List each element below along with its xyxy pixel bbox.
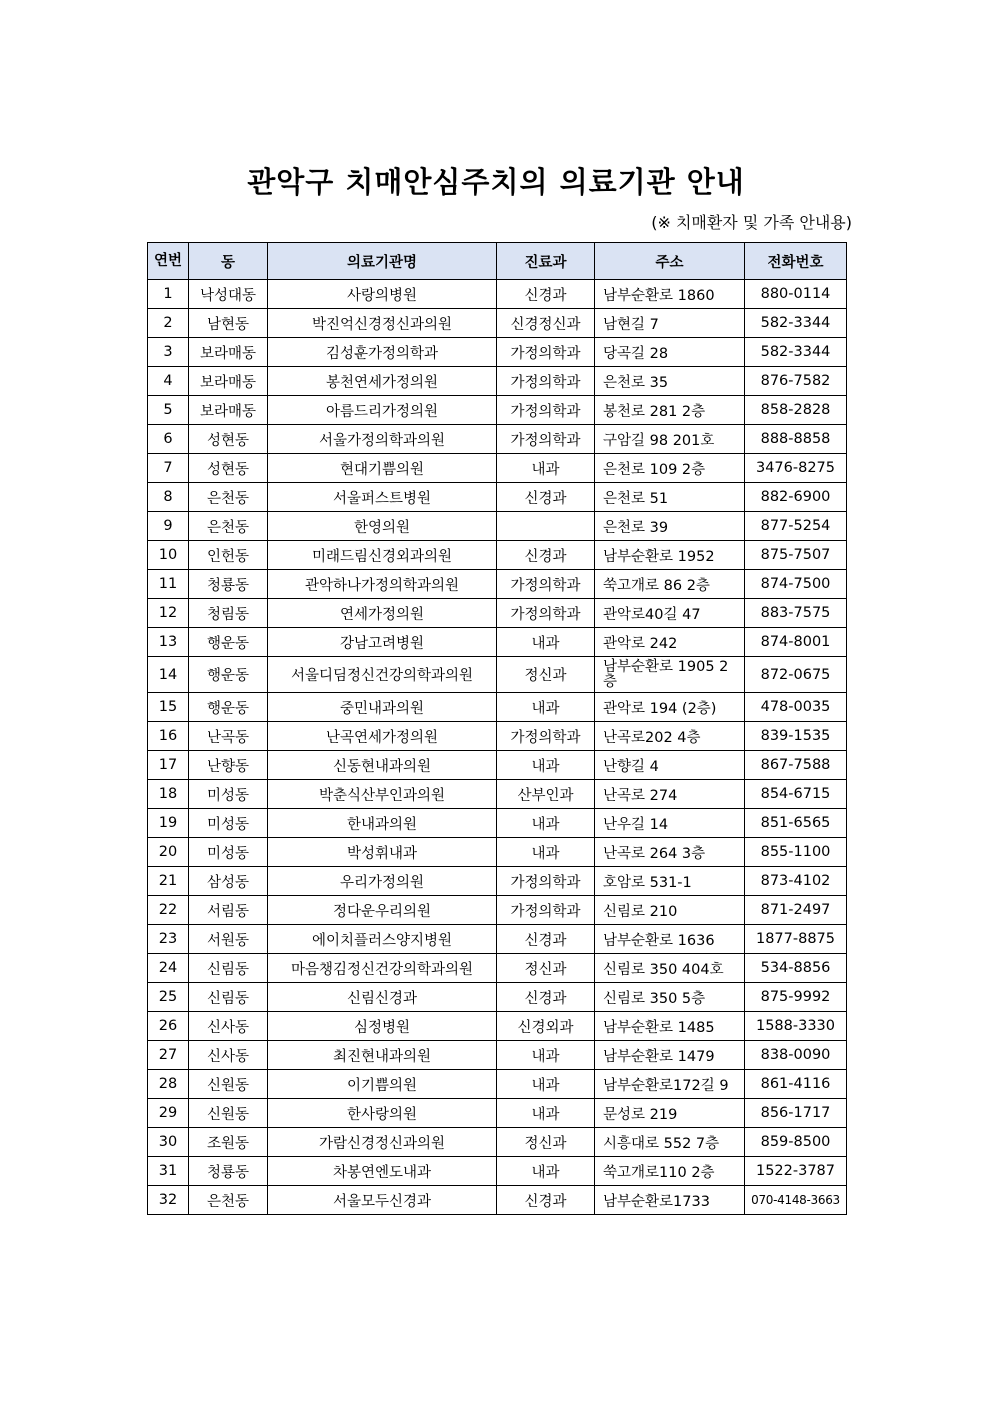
cell-phone: 838-0090: [745, 1041, 847, 1070]
cell-addr: 난곡로 274: [595, 780, 745, 809]
cell-name: 연세가정의원: [268, 599, 497, 628]
cell-num: 27: [148, 1041, 189, 1070]
cell-dept: 내과: [497, 1099, 595, 1128]
cell-name: 심정병원: [268, 1012, 497, 1041]
cell-dong: 성현동: [189, 425, 268, 454]
cell-addr: 은천로 39: [595, 512, 745, 541]
cell-dept: 내과: [497, 1157, 595, 1186]
table-row: [148, 338, 847, 367]
cell-dong: 조원동: [189, 1128, 268, 1157]
cell-phone: 888-8858: [745, 425, 847, 454]
cell-phone: 872-0675: [745, 657, 847, 693]
header-name: 의료기관명: [268, 243, 497, 280]
table-row: [148, 396, 847, 425]
cell-dong: 보라매동: [189, 338, 268, 367]
cell-addr: 문성로 219: [595, 1099, 745, 1128]
cell-addr: 관악로 242: [595, 628, 745, 657]
cell-phone: 1522-3787: [745, 1157, 847, 1186]
cell-num: 2: [148, 309, 189, 338]
cell-phone: 839-1535: [745, 722, 847, 751]
cell-phone: 861-4116: [745, 1070, 847, 1099]
cell-num: 1: [148, 280, 189, 309]
cell-dept: 신경정신과: [497, 309, 595, 338]
table-row: [148, 657, 847, 693]
cell-name: 박성휘내과: [268, 838, 497, 867]
cell-num: 16: [148, 722, 189, 751]
cell-num: 21: [148, 867, 189, 896]
cell-dept: 정신과: [497, 1128, 595, 1157]
cell-phone: 883-7575: [745, 599, 847, 628]
cell-dept: 내과: [497, 693, 595, 722]
cell-num: 10: [148, 541, 189, 570]
cell-name: 최진현내과의원: [268, 1041, 497, 1070]
cell-name: 박춘식산부인과의원: [268, 780, 497, 809]
cell-name: 중민내과의원: [268, 693, 497, 722]
cell-dept: 정신과: [497, 954, 595, 983]
cell-dong: 청룡동: [189, 1157, 268, 1186]
cell-name: 서울퍼스트병원: [268, 483, 497, 512]
cell-num: 24: [148, 954, 189, 983]
table-row: [148, 280, 847, 309]
cell-dong: 행운동: [189, 657, 268, 693]
cell-phone: 070-4148-3663: [745, 1186, 847, 1215]
cell-name: 관악하나가정의학과의원: [268, 570, 497, 599]
cell-dept: 가정의학과: [497, 867, 595, 896]
cell-name: 마음챙김정신건강의학과의원: [268, 954, 497, 983]
cell-dept: 내과: [497, 751, 595, 780]
cell-dept: 내과: [497, 628, 595, 657]
cell-dept: 신경외과: [497, 1012, 595, 1041]
cell-addr: 난곡로202 4층: [595, 722, 745, 751]
cell-dong: 성현동: [189, 454, 268, 483]
cell-num: 28: [148, 1070, 189, 1099]
cell-phone: 582-3344: [745, 309, 847, 338]
cell-dong: 난곡동: [189, 722, 268, 751]
cell-num: 23: [148, 925, 189, 954]
cell-num: 32: [148, 1186, 189, 1215]
cell-dept: 신경과: [497, 280, 595, 309]
cell-num: 12: [148, 599, 189, 628]
cell-name: 김성훈가정의학과: [268, 338, 497, 367]
table-row: [148, 751, 847, 780]
cell-dong: 은천동: [189, 512, 268, 541]
cell-addr: 신림로 350 404호: [595, 954, 745, 983]
cell-name: 에이치플러스양지병원: [268, 925, 497, 954]
cell-dept: [497, 512, 595, 541]
cell-addr: 남부순환로 1905 2층: [595, 657, 745, 693]
cell-addr: 신림로 350 5층: [595, 983, 745, 1012]
cell-dong: 삼성동: [189, 867, 268, 896]
cell-phone: 854-6715: [745, 780, 847, 809]
cell-dong: 청룡동: [189, 570, 268, 599]
cell-dong: 서림동: [189, 896, 268, 925]
table-row: [148, 867, 847, 896]
cell-addr: 남현길 7: [595, 309, 745, 338]
table-row: [148, 780, 847, 809]
cell-num: 30: [148, 1128, 189, 1157]
page-subtitle: (※ 치매환자 및 가족 안내용): [651, 213, 852, 232]
table-header-row: [148, 243, 847, 280]
cell-addr: 은천로 51: [595, 483, 745, 512]
cell-addr: 난향길 4: [595, 751, 745, 780]
cell-num: 6: [148, 425, 189, 454]
table-row: [148, 599, 847, 628]
cell-name: 서울가정의학과의원: [268, 425, 497, 454]
page-title: 관악구 치매안심주치의 의료기관 안내: [247, 165, 745, 199]
cell-dept: 가정의학과: [497, 338, 595, 367]
table-row: [148, 628, 847, 657]
cell-name: 차봉연엔도내과: [268, 1157, 497, 1186]
cell-phone: 478-0035: [745, 693, 847, 722]
cell-name: 난곡연세가정의원: [268, 722, 497, 751]
cell-num: 4: [148, 367, 189, 396]
cell-num: 22: [148, 896, 189, 925]
table-row: [148, 1157, 847, 1186]
cell-addr: 은천로 35: [595, 367, 745, 396]
table-row: [148, 983, 847, 1012]
table-row: [148, 925, 847, 954]
cell-phone: 1588-3330: [745, 1012, 847, 1041]
cell-addr: 쑥고개로110 2층: [595, 1157, 745, 1186]
cell-phone: 534-8856: [745, 954, 847, 983]
cell-dong: 미성동: [189, 809, 268, 838]
cell-phone: 875-7507: [745, 541, 847, 570]
cell-addr: 관악로 194 (2층): [595, 693, 745, 722]
table-row: [148, 1012, 847, 1041]
cell-name: 서울디딤정신건강의학과의원: [268, 657, 497, 693]
cell-addr: 은천로 109 2층: [595, 454, 745, 483]
cell-dept: 가정의학과: [497, 367, 595, 396]
cell-phone: 876-7582: [745, 367, 847, 396]
cell-name: 신동현내과의원: [268, 751, 497, 780]
cell-dong: 신사동: [189, 1041, 268, 1070]
cell-dept: 내과: [497, 1070, 595, 1099]
cell-dept: 신경과: [497, 983, 595, 1012]
cell-dong: 신림동: [189, 954, 268, 983]
cell-phone: 851-6565: [745, 809, 847, 838]
cell-dong: 행운동: [189, 628, 268, 657]
header-dong: 동: [189, 243, 268, 280]
cell-dong: 청림동: [189, 599, 268, 628]
cell-dept: 내과: [497, 454, 595, 483]
cell-num: 7: [148, 454, 189, 483]
cell-phone: 582-3344: [745, 338, 847, 367]
table-row: [148, 954, 847, 983]
cell-name: 아름드리가정의원: [268, 396, 497, 425]
cell-phone: 875-9992: [745, 983, 847, 1012]
cell-num: 3: [148, 338, 189, 367]
table-row: [148, 1070, 847, 1099]
cell-dept: 가정의학과: [497, 722, 595, 751]
cell-phone: 1877-8875: [745, 925, 847, 954]
cell-phone: 858-2828: [745, 396, 847, 425]
cell-addr: 당곡길 28: [595, 338, 745, 367]
cell-addr: 남부순환로 1636: [595, 925, 745, 954]
table-row: [148, 570, 847, 599]
table-row: [148, 1186, 847, 1215]
cell-num: 29: [148, 1099, 189, 1128]
cell-dong: 낙성대동: [189, 280, 268, 309]
header-addr: 주소: [595, 243, 745, 280]
cell-dong: 은천동: [189, 483, 268, 512]
cell-addr: 봉천로 281 2층: [595, 396, 745, 425]
cell-dept: 가정의학과: [497, 599, 595, 628]
cell-addr: 난우길 14: [595, 809, 745, 838]
cell-name: 봉천연세가정의원: [268, 367, 497, 396]
cell-dept: 정신과: [497, 657, 595, 693]
cell-phone: 859-8500: [745, 1128, 847, 1157]
cell-name: 미래드림신경외과의원: [268, 541, 497, 570]
table-row: [148, 541, 847, 570]
cell-phone: 867-7588: [745, 751, 847, 780]
cell-num: 13: [148, 628, 189, 657]
cell-name: 신림신경과: [268, 983, 497, 1012]
cell-num: 9: [148, 512, 189, 541]
table-row: [148, 838, 847, 867]
cell-dong: 미성동: [189, 780, 268, 809]
cell-num: 14: [148, 657, 189, 693]
cell-name: 한내과의원: [268, 809, 497, 838]
cell-name: 서울모두신경과: [268, 1186, 497, 1215]
cell-phone: 882-6900: [745, 483, 847, 512]
table-row: [148, 512, 847, 541]
cell-dept: 가정의학과: [497, 425, 595, 454]
header-dept: 진료과: [497, 243, 595, 280]
cell-dong: 서원동: [189, 925, 268, 954]
cell-phone: 877-5254: [745, 512, 847, 541]
cell-dept: 내과: [497, 838, 595, 867]
cell-name: 정다운우리의원: [268, 896, 497, 925]
cell-addr: 쑥고개로 86 2층: [595, 570, 745, 599]
cell-dept: 신경과: [497, 541, 595, 570]
cell-num: 11: [148, 570, 189, 599]
cell-num: 26: [148, 1012, 189, 1041]
table-row: [148, 722, 847, 751]
cell-num: 5: [148, 396, 189, 425]
cell-dept: 내과: [497, 809, 595, 838]
table-row: [148, 1128, 847, 1157]
cell-dong: 신사동: [189, 1012, 268, 1041]
cell-name: 한영의원: [268, 512, 497, 541]
cell-dong: 인헌동: [189, 541, 268, 570]
table-row: [148, 454, 847, 483]
cell-phone: 874-8001: [745, 628, 847, 657]
cell-phone: 856-1717: [745, 1099, 847, 1128]
cell-num: 8: [148, 483, 189, 512]
cell-dong: 난향동: [189, 751, 268, 780]
cell-dept: 신경과: [497, 925, 595, 954]
table-body: [148, 280, 847, 1215]
table-row: [148, 896, 847, 925]
cell-addr: 난곡로 264 3층: [595, 838, 745, 867]
cell-addr: 구암길 98 201호: [595, 425, 745, 454]
table-row: [148, 425, 847, 454]
header-num: 연번: [148, 243, 189, 280]
cell-addr: 관악로40길 47: [595, 599, 745, 628]
cell-name: 우리가정의원: [268, 867, 497, 896]
cell-dong: 남현동: [189, 309, 268, 338]
cell-dong: 미성동: [189, 838, 268, 867]
cell-addr: 남부순환로 1952: [595, 541, 745, 570]
cell-dept: 산부인과: [497, 780, 595, 809]
cell-name: 현대기쁨의원: [268, 454, 497, 483]
cell-dong: 신원동: [189, 1099, 268, 1128]
cell-addr: 남부순환로 1479: [595, 1041, 745, 1070]
cell-addr: 신림로 210: [595, 896, 745, 925]
cell-num: 15: [148, 693, 189, 722]
cell-addr: 시흥대로 552 7층: [595, 1128, 745, 1157]
cell-phone: 880-0114: [745, 280, 847, 309]
cell-dong: 신림동: [189, 983, 268, 1012]
cell-num: 19: [148, 809, 189, 838]
cell-name: 강남고려병원: [268, 628, 497, 657]
cell-num: 20: [148, 838, 189, 867]
cell-phone: 855-1100: [745, 838, 847, 867]
cell-phone: 874-7500: [745, 570, 847, 599]
cell-phone: 3476-8275: [745, 454, 847, 483]
cell-addr: 호암로 531-1: [595, 867, 745, 896]
cell-addr: 남부순환로 1860: [595, 280, 745, 309]
table-row: [148, 809, 847, 838]
cell-dept: 가정의학과: [497, 896, 595, 925]
cell-num: 31: [148, 1157, 189, 1186]
cell-name: 사랑의병원: [268, 280, 497, 309]
cell-dong: 은천동: [189, 1186, 268, 1215]
cell-name: 한사랑의원: [268, 1099, 497, 1128]
cell-dept: 가정의학과: [497, 570, 595, 599]
clinic-table: [147, 242, 847, 1215]
cell-dong: 신원동: [189, 1070, 268, 1099]
cell-phone: 873-4102: [745, 867, 847, 896]
header-phone: 전화번호: [745, 243, 847, 280]
cell-name: 이기쁨의원: [268, 1070, 497, 1099]
cell-dept: 가정의학과: [497, 396, 595, 425]
table-row: [148, 367, 847, 396]
cell-dept: 신경과: [497, 483, 595, 512]
cell-num: 25: [148, 983, 189, 1012]
table-row: [148, 483, 847, 512]
cell-phone: 871-2497: [745, 896, 847, 925]
cell-dept: 내과: [497, 1041, 595, 1070]
cell-dong: 보라매동: [189, 396, 268, 425]
table-row: [148, 309, 847, 338]
cell-addr: 남부순환로172길 9: [595, 1070, 745, 1099]
cell-num: 18: [148, 780, 189, 809]
cell-addr: 남부순환로 1485: [595, 1012, 745, 1041]
cell-dong: 행운동: [189, 693, 268, 722]
cell-dept: 신경과: [497, 1186, 595, 1215]
cell-name: 가람신경정신과의원: [268, 1128, 497, 1157]
cell-addr: 남부순환로1733: [595, 1186, 745, 1215]
table-row: [148, 1099, 847, 1128]
cell-num: 17: [148, 751, 189, 780]
cell-name: 박진억신경정신과의원: [268, 309, 497, 338]
table-row: [148, 693, 847, 722]
cell-dong: 보라매동: [189, 367, 268, 396]
table-row: [148, 1041, 847, 1070]
